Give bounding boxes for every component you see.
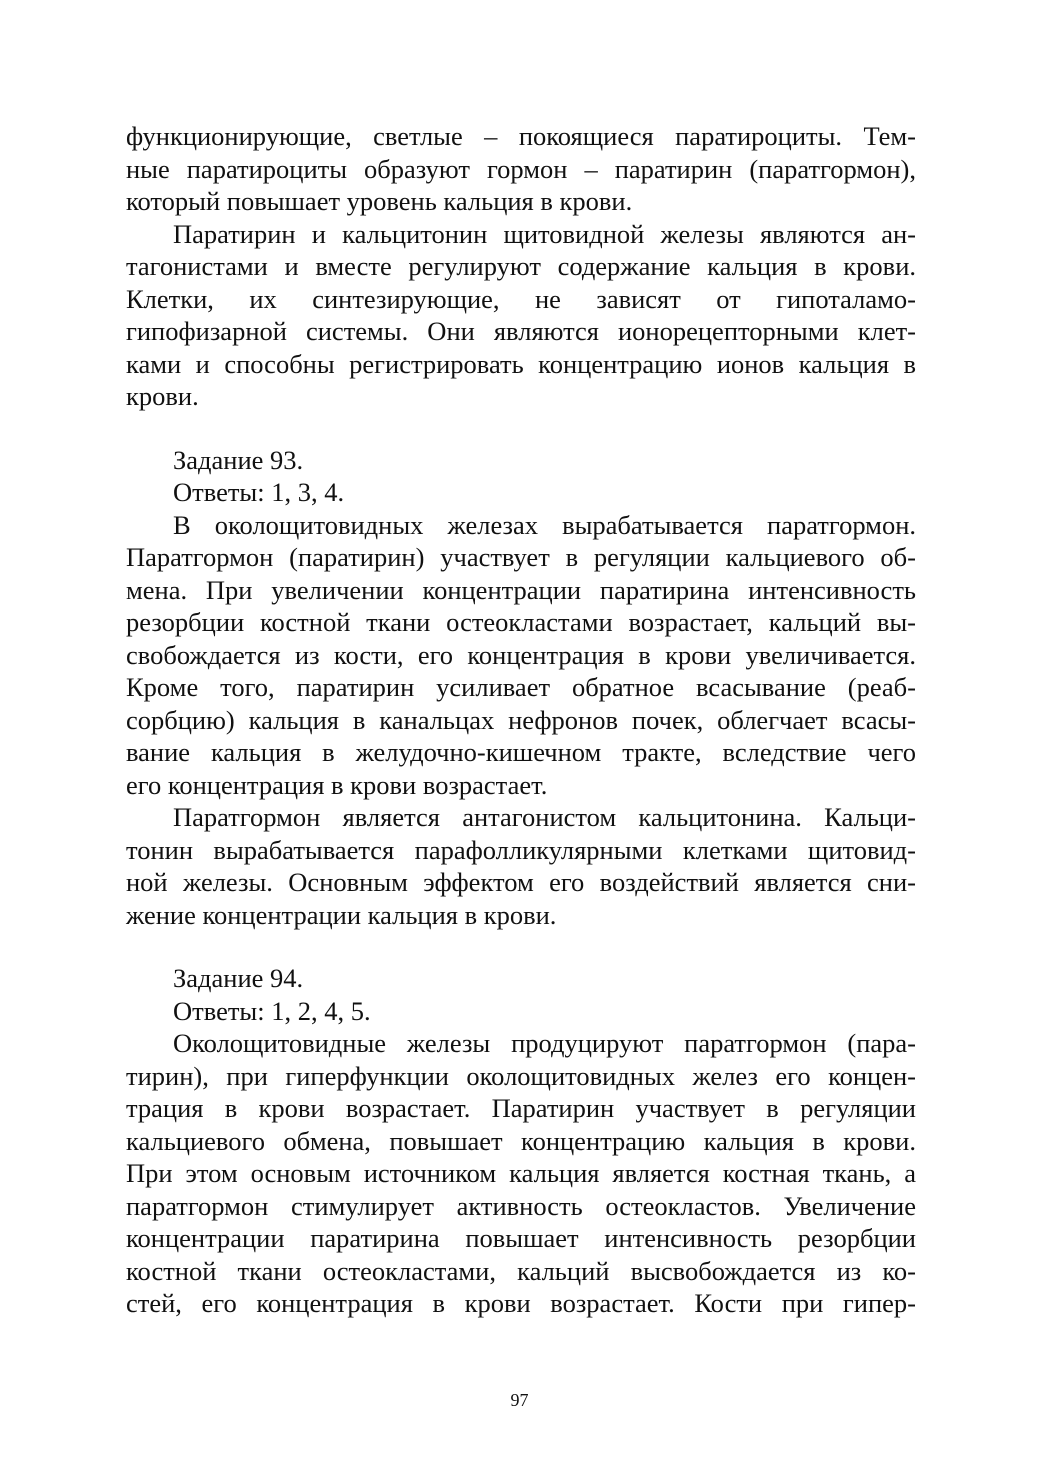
text-line: При этом основым источником кальция является костная ткань, а bbox=[126, 1158, 916, 1188]
text-line: тагонистами и вместе регулируют содержание кальция в крови. bbox=[126, 251, 916, 281]
text-line: ками и способны регистрировать концентрацию ионов кальция в bbox=[126, 348, 916, 379]
text-line: тонин вырабатывается парафолликулярными клетками щитовид- bbox=[126, 834, 916, 865]
task-94-paragraph-1 bbox=[126, 1027, 916, 1320]
task-93-paragraph-1 bbox=[126, 509, 916, 802]
text-line: Паратгормон (паратирин) участвует в регуляции кальциевого об- bbox=[126, 542, 916, 572]
text-line: крови. bbox=[126, 381, 199, 411]
text-line: функционирующие, светлые – покоящиеся паратироциты. Тем- bbox=[126, 121, 916, 151]
text-line: Паратгормон является антагонистом кальцитонина. Кальци- bbox=[173, 802, 916, 832]
text-line: стей, его концентрация в крови возрастает. Кости при гипер- bbox=[126, 1288, 916, 1318]
text-line: резорбции костной ткани остеокластами возрастает, кальций вы- bbox=[126, 607, 916, 637]
text-line: Клетки, их синтезирующие, не зависят от гипоталамо- bbox=[126, 283, 916, 314]
text-line: мена. При увеличении концентрации паратирина интенсивность bbox=[126, 574, 916, 605]
section-gap bbox=[126, 413, 916, 444]
task-94 bbox=[126, 962, 916, 1320]
text-line: паратгормон стимулирует активность остеокластов. Увеличение bbox=[126, 1190, 916, 1221]
text-line: свобождается из кости, его концентрация в крови увеличивается. bbox=[126, 639, 916, 670]
paragraph-1 bbox=[126, 120, 916, 218]
text-line: В околощитовидных железах вырабатывается паратгормон. bbox=[173, 509, 916, 540]
text-line: кальциевого обмена, повышает концентрацию кальция в крови. bbox=[126, 1125, 916, 1156]
text-line: сорбцию) кальция в канальцах нефронов почек, облегчает всасы- bbox=[126, 704, 916, 735]
task-94-title: Задание 94. bbox=[173, 963, 304, 993]
text-line: ные паратироциты образуют гормон – паратирин (паратгормон), bbox=[126, 153, 916, 184]
text-line: гипофизарной системы. Они являются ионорецепторными клет- bbox=[126, 316, 916, 346]
task-93-answers: Ответы: 1, 3, 4. bbox=[173, 477, 345, 507]
text-line: костной ткани остеокластами, кальций высвобождается из ко- bbox=[126, 1255, 916, 1286]
section-gap bbox=[126, 931, 916, 962]
paragraph-2 bbox=[126, 218, 916, 413]
text-line: Паратирин и кальцитонин щитовидной железы являются ан- bbox=[173, 218, 916, 249]
task-93-paragraph-2 bbox=[126, 801, 916, 931]
task-93 bbox=[126, 444, 916, 932]
text-line: вание кальция в желудочно-кишечном тракте, вследствие чего bbox=[126, 737, 916, 767]
text-line: трация в крови возрастает. Паратирин участвует в регуляции bbox=[126, 1093, 916, 1123]
page-number: 97 bbox=[510, 1390, 529, 1410]
page-body bbox=[126, 120, 916, 1320]
text-line: который повышает уровень кальция в крови. bbox=[126, 186, 633, 216]
text-line: Кроме того, паратирин усиливает обратное всасывание (реаб- bbox=[126, 672, 916, 702]
text-line: ной железы. Основным эффектом его воздействий является сни- bbox=[126, 867, 916, 897]
text-line: концентрации паратирина повышает интенсивность резорбции bbox=[126, 1223, 916, 1253]
task-94-answers: Ответы: 1, 2, 4, 5. bbox=[173, 995, 371, 1026]
text-line: его концентрация в крови возрастает. bbox=[126, 769, 548, 800]
task-93-title: Задание 93. bbox=[173, 444, 304, 475]
text-line: тирин), при гиперфункции околощитовидных желез его концен- bbox=[126, 1060, 916, 1091]
text-line: Околощитовидные железы продуцируют паратгормон (пара- bbox=[173, 1028, 916, 1058]
text-line: жение концентрации кальция в крови. bbox=[126, 899, 557, 930]
